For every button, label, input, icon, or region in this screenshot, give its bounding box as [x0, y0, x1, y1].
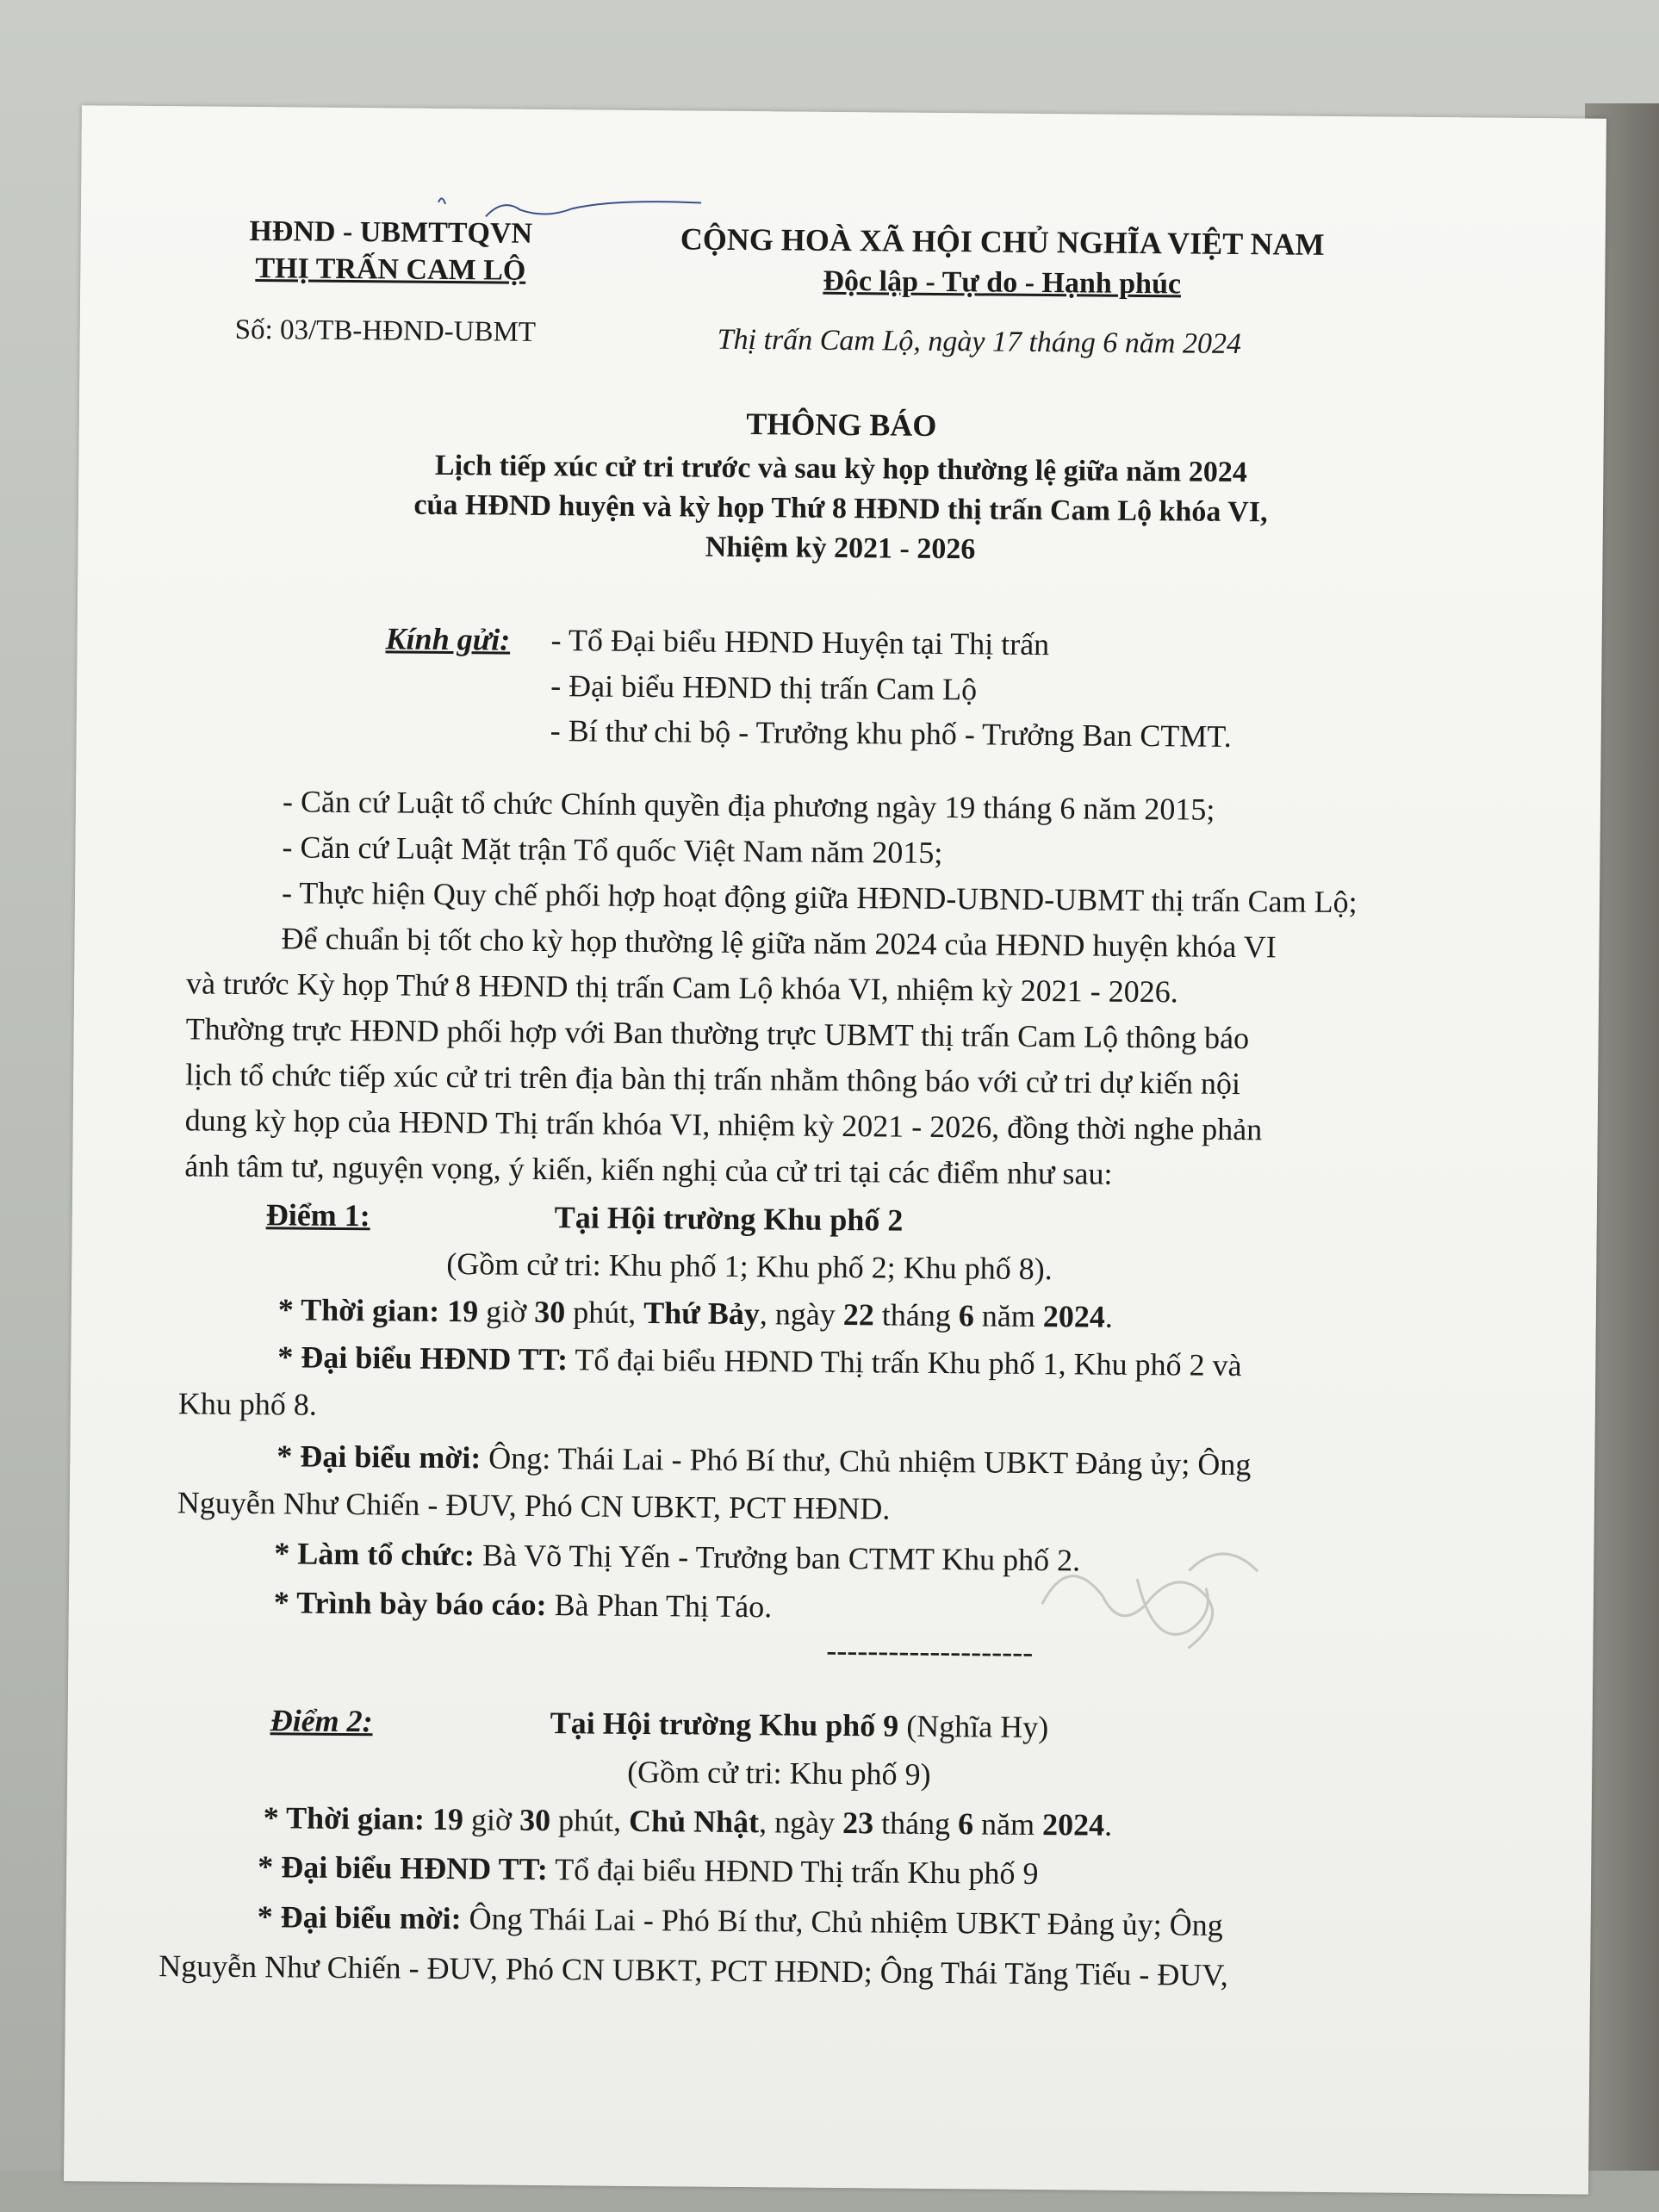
doc-number: Số: 03/TB-HĐND-UBMT — [234, 314, 537, 348]
point2-time-year: 2024 — [1041, 1807, 1105, 1842]
point1-organizer-text: Bà Võ Thị Yến - Trưởng ban CTMT Khu phố 2. — [474, 1538, 1081, 1578]
point2-delegates-text: Tổ đại biểu HĐND Thị trấn Khu phố 9 — [547, 1852, 1039, 1892]
section-divider: -------------------- — [826, 1632, 1034, 1669]
point2-location-name: Tại Hội trường Khu phố 9 — [550, 1706, 899, 1743]
point1-time-text: , ngày — [759, 1296, 844, 1333]
point1-label: Điểm 1: — [265, 1197, 370, 1233]
point2-time-text: giờ — [463, 1802, 520, 1837]
motto — [657, 263, 1346, 304]
recipients-label: Kính gửi: — [385, 621, 511, 657]
point2-invited-label: * Đại biểu mời: — [257, 1899, 462, 1936]
point1-time-text: giờ — [478, 1294, 535, 1329]
point2-invited — [257, 1898, 1222, 1944]
recipient-item: - Đại biểu HĐND thị trấn Cam Lộ — [550, 668, 978, 707]
point2-time-hour: 19 — [432, 1801, 464, 1837]
recipient-item: - Tổ Đại biểu HĐND Huyện tại Thị trấn — [550, 623, 1050, 662]
body-line: và trước Kỳ họp Thứ 8 HĐND thị trấn Cam Lộ khóa VI, nhiệm kỳ 2021 - 2026. — [185, 966, 1178, 1010]
body-line: Để chuẩn bị tốt cho kỳ họp thường lệ giữa năm 2024 của HĐND huyện khóa VI — [281, 921, 1277, 965]
body-line: Thường trực HĐND phối hợp với Ban thường trực UBMT thị trấn Cam Lộ thông báo — [185, 1011, 1250, 1056]
recipient-item: - Bí thư chi bộ - Trưởng khu phố - Trưởng Ban CTMT. — [550, 713, 1232, 754]
point2-time — [264, 1799, 1113, 1844]
document-page — [64, 105, 1606, 2194]
title-line1: Lịch tiếp xúc cử tri trước và sau kỳ họp thường lệ giữa năm 2024 — [434, 449, 1247, 489]
body-line: lịch tổ chức tiếp xúc cử tri trên địa bàn thị trấn nhằm thông báo với cử tri dự kiến nội — [185, 1057, 1241, 1102]
point1-time-month: 6 — [958, 1298, 975, 1333]
point1-time-text: phút, — [565, 1295, 644, 1331]
point1-invited-label: * Đại biểu mời: — [276, 1438, 482, 1476]
point1-reporter-text: Bà Phan Thị Táo. — [546, 1588, 773, 1625]
country-name: CỘNG HOÀ XÃ HỘI CHỦ NGHĨA VIỆT NAM — [680, 221, 1325, 262]
point2-time-text: năm — [972, 1806, 1043, 1842]
org-name-line2 — [227, 252, 554, 289]
document-heading: THÔNG BÁO — [746, 407, 937, 443]
place-date: Thị trấn Cam Lộ, ngày 17 tháng 6 năm 2024 — [717, 323, 1242, 361]
point1-reporter-label: * Trình bày báo cáo: — [273, 1585, 547, 1623]
body-line: dung kỳ họp của HĐND Thị trấn khóa VI, nhiệm kỳ 2021 - 2026, đồng thời nghe phản — [184, 1103, 1263, 1147]
point1-time-hour: 19 — [447, 1294, 479, 1329]
point2-voters: (Gồm cử tri: Khu phố 9) — [627, 1754, 931, 1792]
point1-time-text: năm — [973, 1298, 1043, 1334]
point2-time-month: 6 — [957, 1806, 974, 1842]
point1-time-day: Thứ Bảy — [643, 1296, 761, 1332]
point2-location-note: (Nghĩa Hy) — [898, 1708, 1049, 1745]
point2-delegates — [258, 1849, 1039, 1892]
body-line: ánh tâm tư, nguyện vọng, ý kiến, kiến nghị của cử tri tại các điểm như sau: — [184, 1148, 1113, 1191]
point1-invited-cont: Nguyễn Như Chiến - ĐUV, Phó CN UBKT, PCT HĐND. — [177, 1485, 891, 1526]
point1-delegates-text: Tổ đại biểu HĐND Thị trấn Khu phố 1, Khu phố 2 và — [567, 1342, 1242, 1383]
point2-delegates-label: * Đại biểu HĐND TT: — [258, 1849, 549, 1887]
point1-delegates — [277, 1339, 1242, 1384]
point1-time-text: tháng — [873, 1297, 960, 1333]
point2-invited-text: Ông Thái Lai - Phó Bí thư, Chủ nhiệm UBKT Đảng ủy; Ông — [461, 1901, 1223, 1942]
point1-organizer-label: * Làm tổ chức: — [274, 1536, 475, 1573]
point1-time — [278, 1291, 1113, 1336]
point1-time-text: . — [1104, 1299, 1113, 1334]
point2-time-text: , ngày — [758, 1805, 843, 1841]
motto-text: Độc lập - Tự do - Hạnh phúc — [823, 264, 1182, 301]
legal-basis: - Thực hiện Quy chế phối hợp hoạt động giữa HĐND-UBND-UBMT thị trấn Cam Lộ; — [281, 875, 1358, 920]
point1-location: Tại Hội trường Khu phố 2 — [554, 1200, 904, 1238]
org-name-line2-text: THỊ TRẤN CAM LỘ — [255, 252, 526, 287]
legal-basis: - Căn cứ Luật Mặt trận Tổ quốc Việt Nam năm 2015; — [282, 830, 943, 871]
legal-basis: - Căn cứ Luật tổ chức Chính quyền địa phương ngày 19 tháng 6 năm 2015; — [282, 784, 1215, 827]
point1-time-date: 22 — [842, 1297, 875, 1333]
title-line3: Nhiệm kỳ 2021 - 2026 — [705, 531, 976, 566]
title-line2: của HĐND huyện và kỳ họp Thứ 8 HĐND thị trấn Cam Lộ khóa VI, — [413, 488, 1268, 529]
point1-voters: (Gồm cử tri: Khu phố 1; Khu phố 2; Khu phố 8). — [446, 1246, 1053, 1287]
point2-label: Điểm 2: — [270, 1703, 373, 1739]
org-name-line1: HĐND - UBMTTQVN — [249, 214, 533, 250]
point1-delegates-cont: Khu phố 8. — [177, 1386, 318, 1422]
point2-location — [550, 1705, 1048, 1746]
point1-time-label: * Thời gian: — [277, 1292, 440, 1328]
point1-reporter — [274, 1584, 773, 1625]
point1-time-minute: 30 — [534, 1294, 566, 1330]
point2-time-text: phút, — [550, 1803, 630, 1838]
point1-time-year: 2024 — [1042, 1299, 1105, 1334]
point2-time-minute: 30 — [519, 1802, 551, 1838]
point2-time-date: 23 — [842, 1805, 874, 1841]
point2-time-text: . — [1103, 1807, 1113, 1842]
point1-invited-text: Ông: Thái Lai - Phó Bí thư, Chủ nhiệm UBKT Đảng ủy; Ông — [481, 1440, 1252, 1482]
point1-organizer — [274, 1535, 1080, 1579]
point2-time-text: tháng — [873, 1805, 959, 1842]
signature-mark-icon — [1033, 1526, 1293, 1684]
point2-time-day: Chủ Nhật — [628, 1803, 760, 1840]
point1-delegates-label: * Đại biểu HĐND TT: — [277, 1339, 569, 1377]
point1-invited — [276, 1438, 1251, 1483]
point2-invited-cont: Nguyễn Như Chiến - ĐUV, Phó CN UBKT, PCT HĐND; Ông Thái Tăng Tiếu - ĐUV, — [158, 1948, 1228, 1992]
point2-time-label: * Thời gian: — [263, 1800, 426, 1836]
